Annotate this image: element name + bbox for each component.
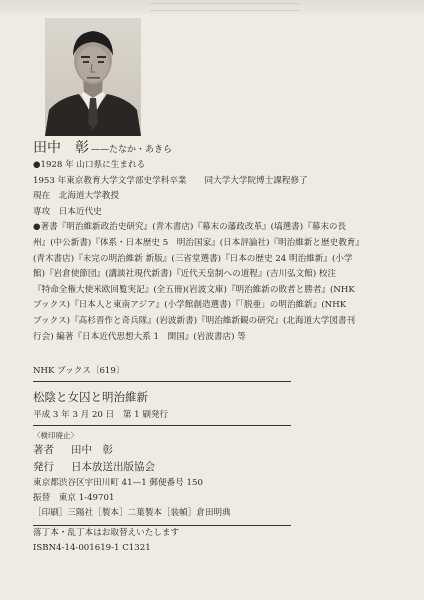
- works-line: ブックス)『日本人と東南アジア』(小学館創造選書)『「脱亜」の明治維新』(NHK: [33, 300, 347, 311]
- transfer-account: 振替 東京 1-49701: [33, 493, 115, 503]
- colophon: [33, 364, 393, 556]
- author-biography: [33, 138, 393, 345]
- publisher-credit-label: 発行: [33, 461, 54, 473]
- publication-date: 平成 3 年 3 月 20 日 第 1 刷発行: [33, 410, 169, 420]
- author-current-position: 現在 北海道大学教授: [33, 191, 119, 202]
- publisher-credit: [33, 459, 393, 476]
- author-credit-name: 田中 彰: [71, 444, 113, 456]
- colophon-divider: [33, 425, 291, 426]
- author-birth: ●1928 年 山口県に生まれる: [33, 160, 146, 170]
- works-line: ブックス)『高杉晋作と奇兵隊』(岩波新書)『明治維新観の研究』(北海道大学図書刊: [33, 315, 356, 326]
- author-credit: [33, 442, 393, 459]
- production-credits: ［印刷］三陽社［製本］二葉製本［装幀］倉田明典: [33, 508, 231, 518]
- works-line: ●著書『明治維新政治史研究』(青木書店)『幕末の藩政改革』(塙選書)『幕末の長: [33, 222, 347, 233]
- works-line: (青木書店)『未完の明治維新 新版』(三省堂選書)『日本の歴史 24 明治維新』(小学: [33, 253, 353, 264]
- publisher-credit-name: 日本放送出版協会: [71, 461, 155, 473]
- works-line: 『特命全権大使米欧回覧実記』(全五冊)(岩波文庫)『明治維新の敗者と勝者』(NHK: [33, 284, 355, 295]
- author-education: [33, 174, 393, 190]
- works-line: 州』(中公新書)『体系・日本歴史 5 明治国家』(日本評論社)『明治維新と歴史教育』: [33, 237, 364, 248]
- author-name: 田中 彰: [33, 140, 89, 156]
- page-top-edge: [0, 0, 424, 14]
- author-education-doctoral: 同大学大学院博士課程修了: [204, 175, 308, 186]
- author-credit-label: 著者: [33, 444, 54, 456]
- seal-notice: 〈検印廃止〉: [33, 431, 78, 440]
- author-photo: [45, 18, 141, 136]
- book-title: 松陰と女囚と明治維新: [33, 390, 148, 404]
- isbn: ISBN4-14-001619-1 C1321: [33, 543, 151, 553]
- author-portrait-image: [45, 18, 141, 136]
- works-line: 行会) 編著『日本近代思想大系 1 開国』(岩波書店) 等: [33, 331, 246, 342]
- replacement-notice: 落丁本・乱丁本はお取替えいたします: [33, 528, 180, 538]
- author-reading: ——たなか・あきら: [91, 145, 173, 155]
- author-specialty: 専攻 日本近代史: [33, 206, 102, 217]
- author-name-line: [33, 138, 393, 158]
- works-line: 館)『岩倉使節団』(講談社現代新書)『近代天皇制への道程』(吉川弘文館) 校注: [33, 269, 337, 280]
- author-works: [33, 220, 393, 345]
- series-label: NHK ブックス〔619〕: [33, 364, 291, 382]
- publisher-address: 東京都渋谷区宇田川町 41—1 郵便番号 150: [33, 478, 203, 488]
- author-education-degree: 1953 年東京教育大学文学部史学科卒業: [33, 175, 187, 186]
